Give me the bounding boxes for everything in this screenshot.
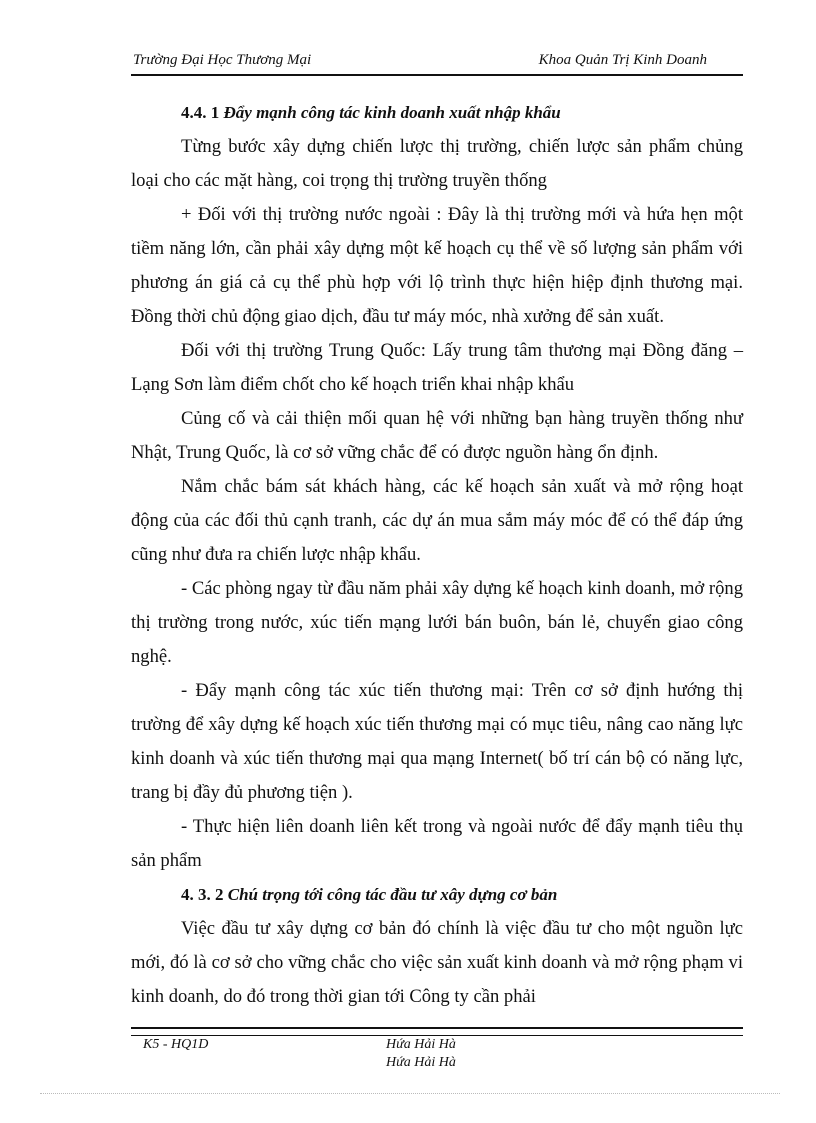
author-names — [386, 1036, 456, 1072]
document-body — [131, 96, 743, 1014]
heading-number: 4.4. 1 — [181, 103, 220, 122]
school-name: Trường Đại Học Thương Mại — [133, 52, 312, 68]
paragraph: Nắm chắc bám sát khách hàng, các kế hoạch sản xuất và mở rộng hoạt động của các đối thủ cạnh tranh, các dự án mua sắm máy móc để có thể đáp ứng cũng như đưa ra chiến lược nhập khẩu. — [131, 476, 743, 565]
paragraph: - Đẩy mạnh công tác xúc tiến thương mại: Trên cơ sở định hướng thị trường để xây dựng kế hoạch xúc tiến thương mại có mục tiêu, nâng cao năng lực kinh doanh và xúc tiến thương mại qua mạng Internet( bố trí cán bộ có năng lực, trang bị đầy đủ phương tiện ). — [131, 680, 743, 803]
paragraph: - Các phòng ngay từ đầu năm phải xây dựng kế hoạch kinh doanh, mở rộng thị trường trong nước, xúc tiến mạng lưới bán buôn, bán lẻ, chuyển giao công nghệ. — [131, 578, 743, 667]
author-name: Hứa Hải Hà — [386, 1037, 456, 1052]
footer-rule — [131, 1027, 743, 1036]
header-rule — [131, 74, 743, 76]
page-header — [131, 50, 743, 76]
heading-number: 4. 3. 2 — [181, 885, 224, 904]
paragraph: Đối với thị trường Trung Quốc: Lấy trung tâm thương mại Đồng đăng – Lạng Sơn làm điểm chốt cho kế hoạch triển khai nhập khẩu — [131, 340, 743, 395]
class-code: K5 - HQ1D — [143, 1037, 209, 1052]
heading-title: Đẩy mạnh công tác kinh doanh xuất nhập khẩu — [223, 103, 561, 122]
section-heading-4-3-2 — [181, 878, 743, 912]
section-heading-4-4-1 — [181, 96, 743, 130]
paragraph: - Thực hiện liên doanh liên kết trong và ngoài nước để đẩy mạnh tiêu thụ sản phẩm — [131, 816, 743, 871]
paragraph: Việc đầu tư xây dựng cơ bản đó chính là việc đầu tư cho một nguồn lực mới, đó là cơ sở cho vững chắc cho việc sản xuất kinh doanh và mở rộng phạm vi kinh doanh, do đó trong thời gian tới Công ty cần phải — [131, 918, 743, 1007]
paragraph: Từng bước xây dựng chiến lược thị trường, chiến lược sản phẩm chủng loại cho các mặt hàng, coi trọng thị trường truyền thống — [131, 136, 743, 191]
paragraph: Củng cố và cải thiện mối quan hệ với những bạn hàng truyền thống như Nhật, Trung Quốc, là cơ sở vững chắc để có được nguồn hàng ổn định. — [131, 408, 743, 463]
author-name: Hứa Hải Hà — [386, 1055, 456, 1070]
paragraph: + Đối với thị trường nước ngoài : Đây là thị trường mới và hứa hẹn một tiềm năng lớn, cần phải xây dựng một kế hoạch cụ thể về số lượng sản phẩm với phương án giá cả cụ thể phù hợp với lộ trình thực hiện hiệp định thương mại. Đồng thời chủ động giao dịch, đầu tư máy móc, nhà xưởng để sản xuất. — [131, 204, 743, 327]
page-bottom-border — [40, 1093, 780, 1094]
heading-title: Chú trọng tới công tác đầu tư xây dựng cơ bản — [227, 885, 558, 904]
faculty-name: Khoa Quản Trị Kinh Doanh — [538, 52, 707, 68]
